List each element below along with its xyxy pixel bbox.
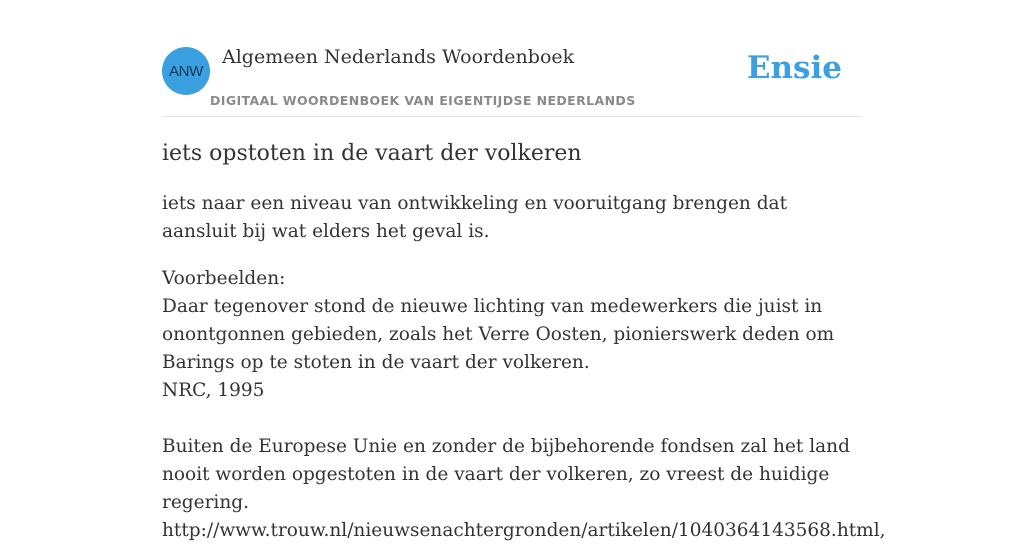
example-item [162,293,862,405]
anw-logo[interactable] [162,47,210,95]
entry-term: iets opstoten in de vaart der volkeren [162,141,582,166]
examples-section [162,265,886,545]
logo-text: ANW [168,62,204,80]
site-subtitle: DIGITAAL WOORDENBOEK VAN EIGENTIJDSE NEDERLANDS [210,93,636,108]
entry-content [162,138,886,545]
site-title[interactable]: Algemeen Nederlands Woordenboek [222,46,575,68]
example-source-link[interactable]: http://www.trouw.nl/nieuwsenachtergronden/artikelen/1040364143568.html, [162,520,886,541]
entry-definition: iets naar een niveau van ontwikkeling en vooruitgang brengen dat aansluit bij wat elders het geval is. [162,193,788,242]
example-source: NRC, 1995 [162,380,265,401]
example-text: Daar tegenover stond de nieuwe lichting van medewerkers die juist in onontgonnen gebieden, zoals het Verre Oosten, pionierswerk deden om Barings op te stoten in de vaart der volkeren. [162,296,835,373]
site-header [162,0,862,117]
ensie-logo[interactable]: Ensie [746,50,842,86]
examples-label: Voorbeelden: [162,268,286,289]
example-text: Buiten de Europese Unie en zonder de bijbehorende fondsen zal het land nooit worden opgestoten in de vaart der volkeren, zo vreest de huidige regering. [162,436,850,513]
example-item [162,433,886,545]
